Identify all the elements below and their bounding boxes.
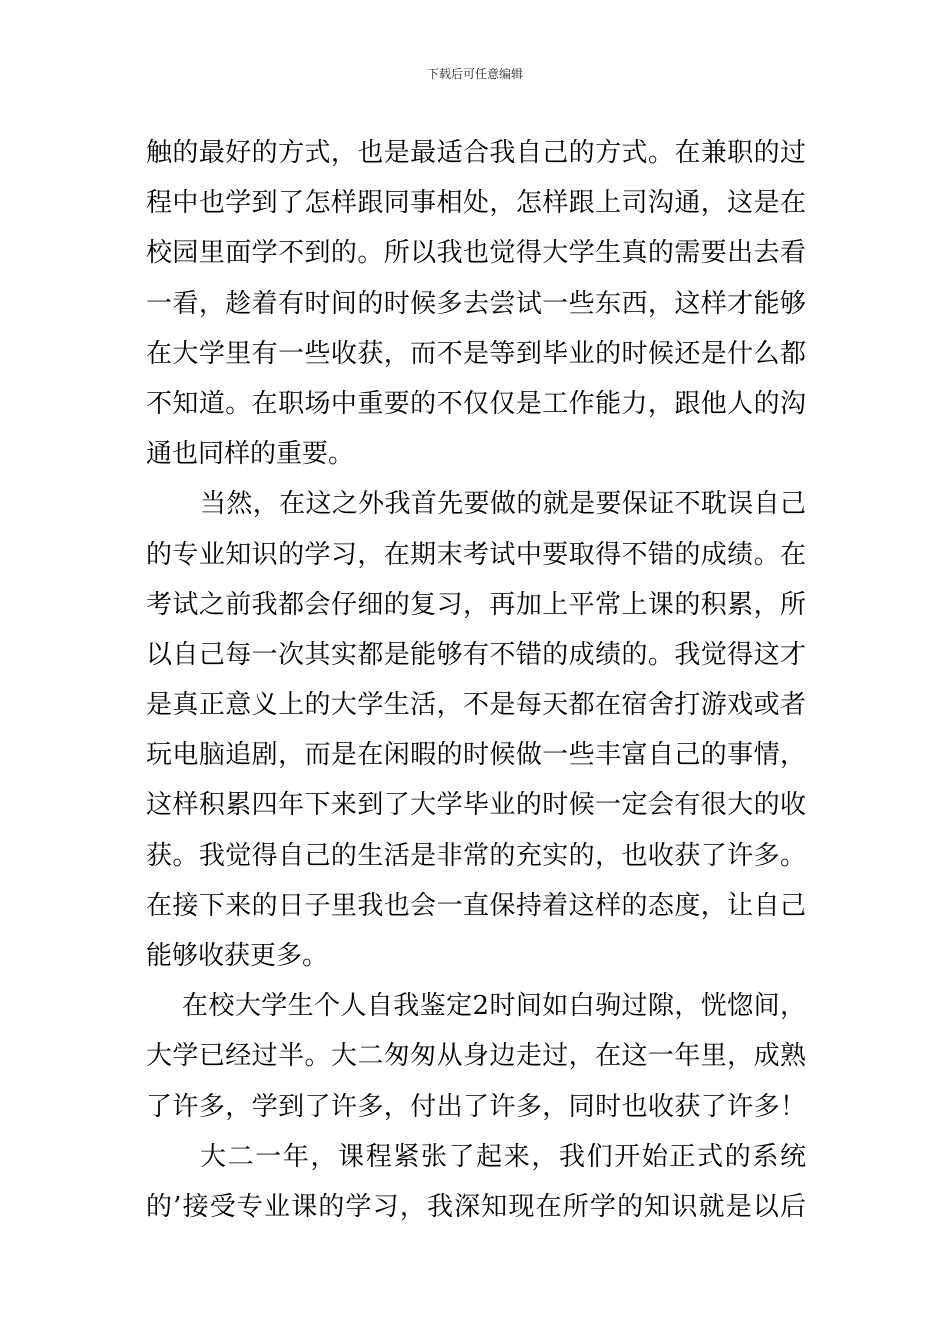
text-line: 触的最好的方式，也是最适合我自己的方式。在兼职的过 bbox=[146, 138, 806, 168]
text-line: 以自己每一次其实都是能够有不错的成绩的。我觉得这才 bbox=[146, 639, 806, 670]
text-line: 校园里面学不到的。所以我也觉得大学生真的需要出去看 bbox=[146, 238, 806, 269]
text-line: 能够收获更多。 bbox=[146, 941, 329, 971]
text-line: 考试之前我都会仔细的复习，再加上平常上课的积累，所 bbox=[146, 589, 806, 620]
text-line: 在大学里有一些收获，而不是等到毕业的时候还是什么都 bbox=[146, 338, 806, 369]
text-line: 通也同样的重要。 bbox=[146, 439, 355, 470]
text-line: 了许多，学到了许多，付出了许多，同时也收获了许多！ bbox=[146, 1091, 806, 1122]
text-line: 在接下来的日子里我也会一直保持着这样的态度，让自己 bbox=[146, 890, 806, 921]
text-line: 玩电脑追剧，而是在闲暇的时候做一些丰富自己的事情， bbox=[146, 740, 806, 771]
text-line: 程中也学到了怎样跟同事相处，怎样跟上司沟通，这是在 bbox=[146, 188, 806, 219]
page-header: 下载后可任意编辑 bbox=[426, 67, 523, 81]
text-line: 这样积累四年下来到了大学毕业的时候一定会有很大的收 bbox=[146, 790, 806, 821]
text-line: 一看，趁着有时间的时候多去尝试一些东西，这样才能够 bbox=[146, 288, 806, 319]
text-line: 是真正意义上的大学生活，不是每天都在宿舍打游戏或者 bbox=[146, 690, 806, 721]
paragraph-first-line: 当然，在这之外我首先要做的就是要保证不耽误自己 bbox=[200, 489, 806, 520]
paragraph-first-line: 在校大学生个人自我鉴定2时间如白驹过隙，恍惚间， bbox=[182, 991, 806, 1022]
text-line: 的专业知识的学习，在期末考试中要取得不错的成绩。在 bbox=[146, 539, 806, 570]
paragraph-first-line: 大二一年，课程紧张了起来，我们开始正式的系统 bbox=[200, 1141, 806, 1172]
text-line: 大学已经过半。大二匆匆从身边走过，在这一年里，成熟 bbox=[146, 1041, 806, 1072]
text-line: 的’接受专业课的学习，我深知现在所学的知识就是以后 bbox=[146, 1191, 806, 1222]
text-line: 获。我觉得自己的生活是非常的充实的，也收获了许多。 bbox=[146, 840, 806, 871]
text-line: 不知道。在职场中重要的不仅仅是工作能力，跟他人的沟 bbox=[146, 388, 806, 419]
body-text bbox=[146, 128, 806, 1232]
